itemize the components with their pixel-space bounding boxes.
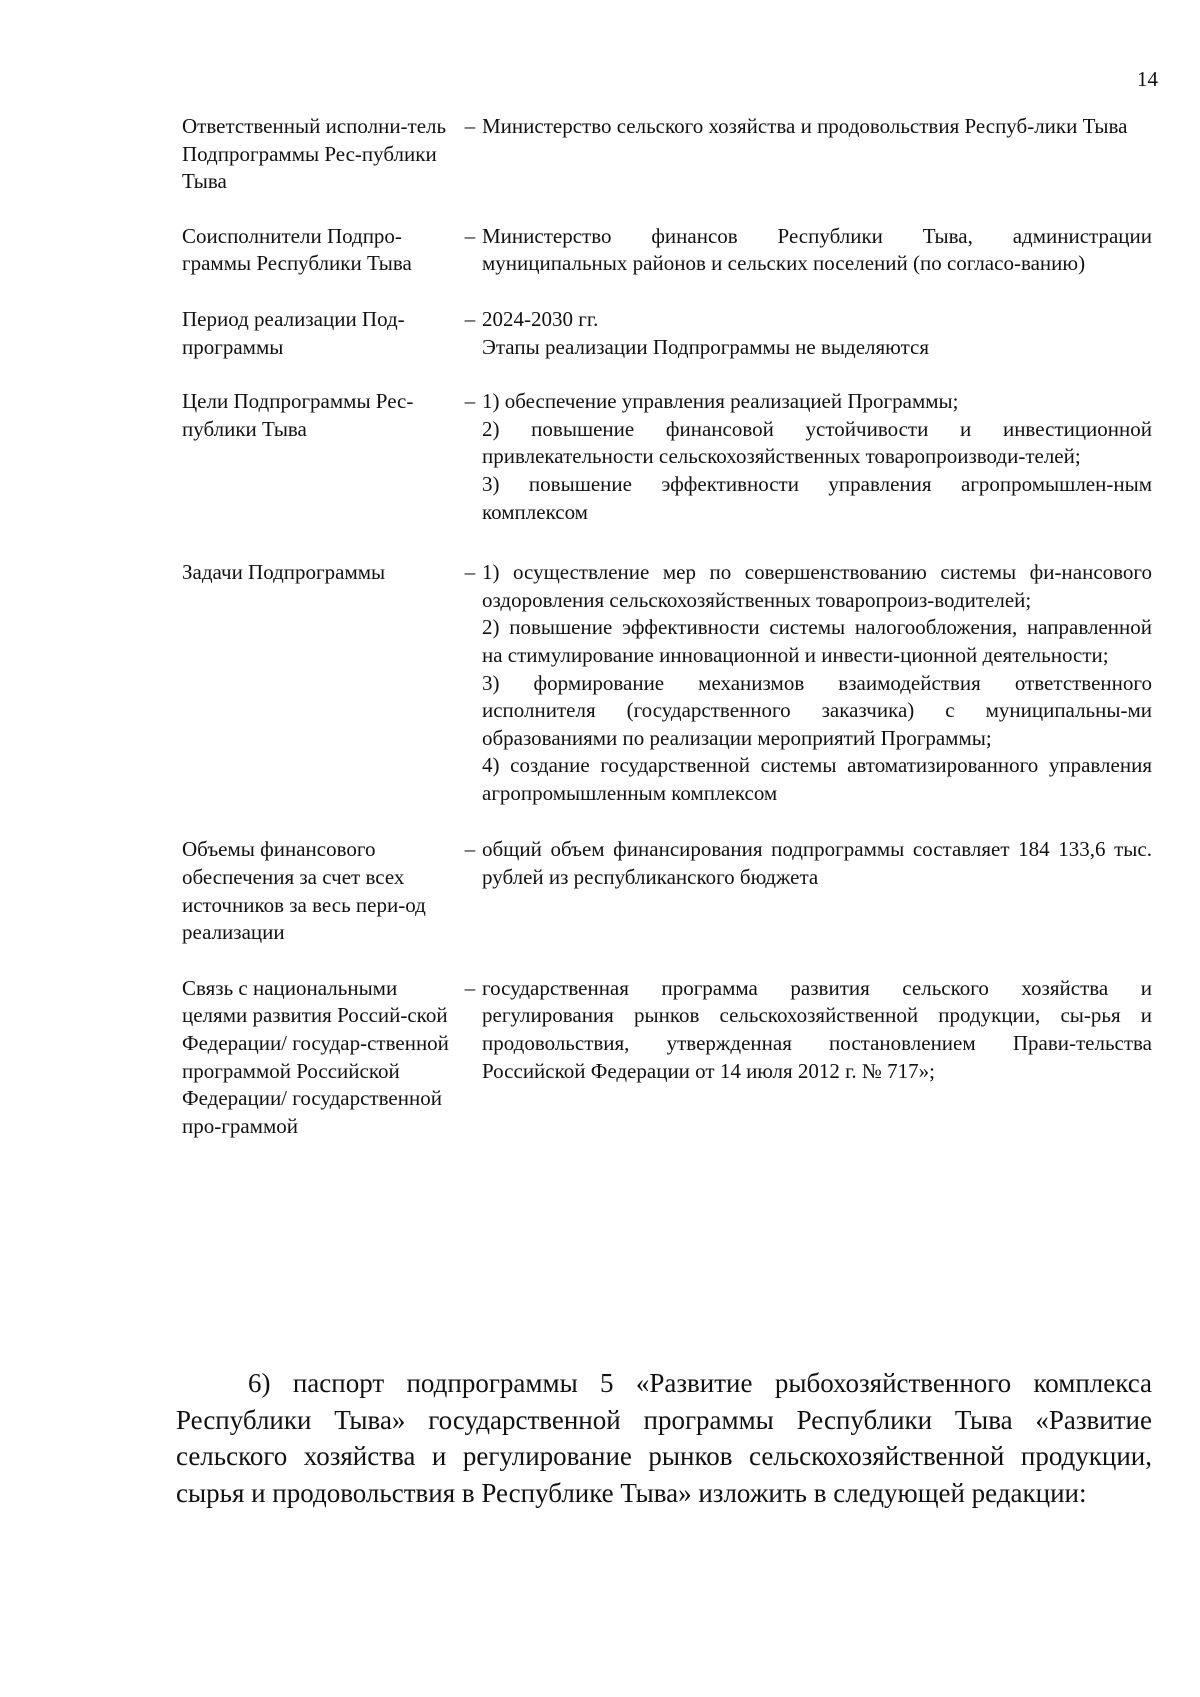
passport-row-tasks [182,559,1152,807]
value-line: Министерство сельского хозяйства и продовольствия Респуб-лики Тыва [482,114,1128,138]
row-dash: – [464,837,476,862]
value-line: 2) повышение эффективности системы налогообложения, направленной на стимулирование инновационной и инвести-ционной деятельности; [482,615,1152,667]
row-value [482,223,1152,278]
row-value [482,113,1152,141]
row-value [482,559,1152,807]
passport-row-goals [182,388,1152,526]
passport-row-co-executors [182,223,1152,278]
passport-row-implementation-period [182,306,1152,361]
passport-row-funding [182,836,1152,946]
value-line: Этапы реализации Подпрограммы не выделяются [482,334,929,359]
value-line: 3) формирование механизмов взаимодействия ответственного исполнителя (государственного заказчика) с муниципальны-ми образованиями по реализации мероприятий Программы; [482,670,1152,750]
row-label: Соисполнители Подпро-граммы Республики Тыва [182,223,412,276]
subprogram-passport-table [182,113,1152,1140]
value-line: государственная программа развития сельского хозяйства и регулирования рынков сельскохозяйственной продукции, сы-рья и продовольствия, утвержденная постановлением Прави-тельства Российской Федерации от 14 июля 2012 г. № 717»; [482,975,1152,1083]
passport-row-national-goals-link [182,975,1152,1141]
row-label: Цели Подпрограммы Рес-публики Тыва [182,389,414,441]
row-label: Ответственный исполни-тель Подпрограммы Рес-публики Тыва [182,114,447,194]
value-line: общий объем финансирования подпрограммы составляет 184 133,6 тыс. рублей из республиканского бюджета [482,837,1152,890]
row-label: Связь с национальными целями развития Россий-ской Федерации/ государ-ственной программой Российской Федерации/ государственной про-граммой [182,975,449,1138]
row-dash: – [464,560,476,585]
row-value [482,306,1152,361]
row-value [482,836,1152,891]
page-number: 14 [1137,67,1158,91]
row-dash: – [464,306,476,331]
value-line: 2) повышение финансовой устойчивости и инвестиционной привлекательности сельскохозяйственных товаропроизводи-телей; [482,416,1152,469]
row-dash: – [464,223,476,248]
value-line: 3) повышение эффективности управления агропромышлен-ным комплексом [482,471,1152,524]
row-label: Объемы финансового обеспечения за счет всех источников за весь пери-од реализации [182,837,426,945]
value-line: 1) обеспечение управления реализацией Программы; [482,389,959,414]
value-line: 2024-2030 гг. [482,306,599,331]
value-line: 1) осуществление мер по совершенствованию системы фи-нансового оздоровления сельскохозяйственных товаропроиз-водителей; [482,560,1152,612]
passport-row-responsible-executor [182,113,1152,196]
row-dash: – [464,975,476,1000]
value-line: 4) создание государственной системы автоматизированного управления агропромышленным комплексом [482,753,1152,805]
row-value [482,388,1152,526]
row-value [482,975,1152,1085]
row-label: Период реализации Под-программы [182,306,405,359]
row-label: Задачи Подпрограммы [182,560,386,585]
value-line: Министерство финансов Республики Тыва, администрации муниципальных районов и сельских поселений (по согласо-ванию) [482,223,1152,276]
row-dash: – [464,114,476,138]
closing-paragraph: 6) паспорт подпрограммы 5 «Развитие рыбохозяйственного комплекса Республики Тыва» государственной программы Республики Тыва «Развитие сельского хозяйства и регулирование рынков сельскохозяйственной продукции, сырья и продовольствия в Республике Тыва» изложить в следующей редакции: [176,1368,1152,1508]
row-dash: – [464,389,476,414]
